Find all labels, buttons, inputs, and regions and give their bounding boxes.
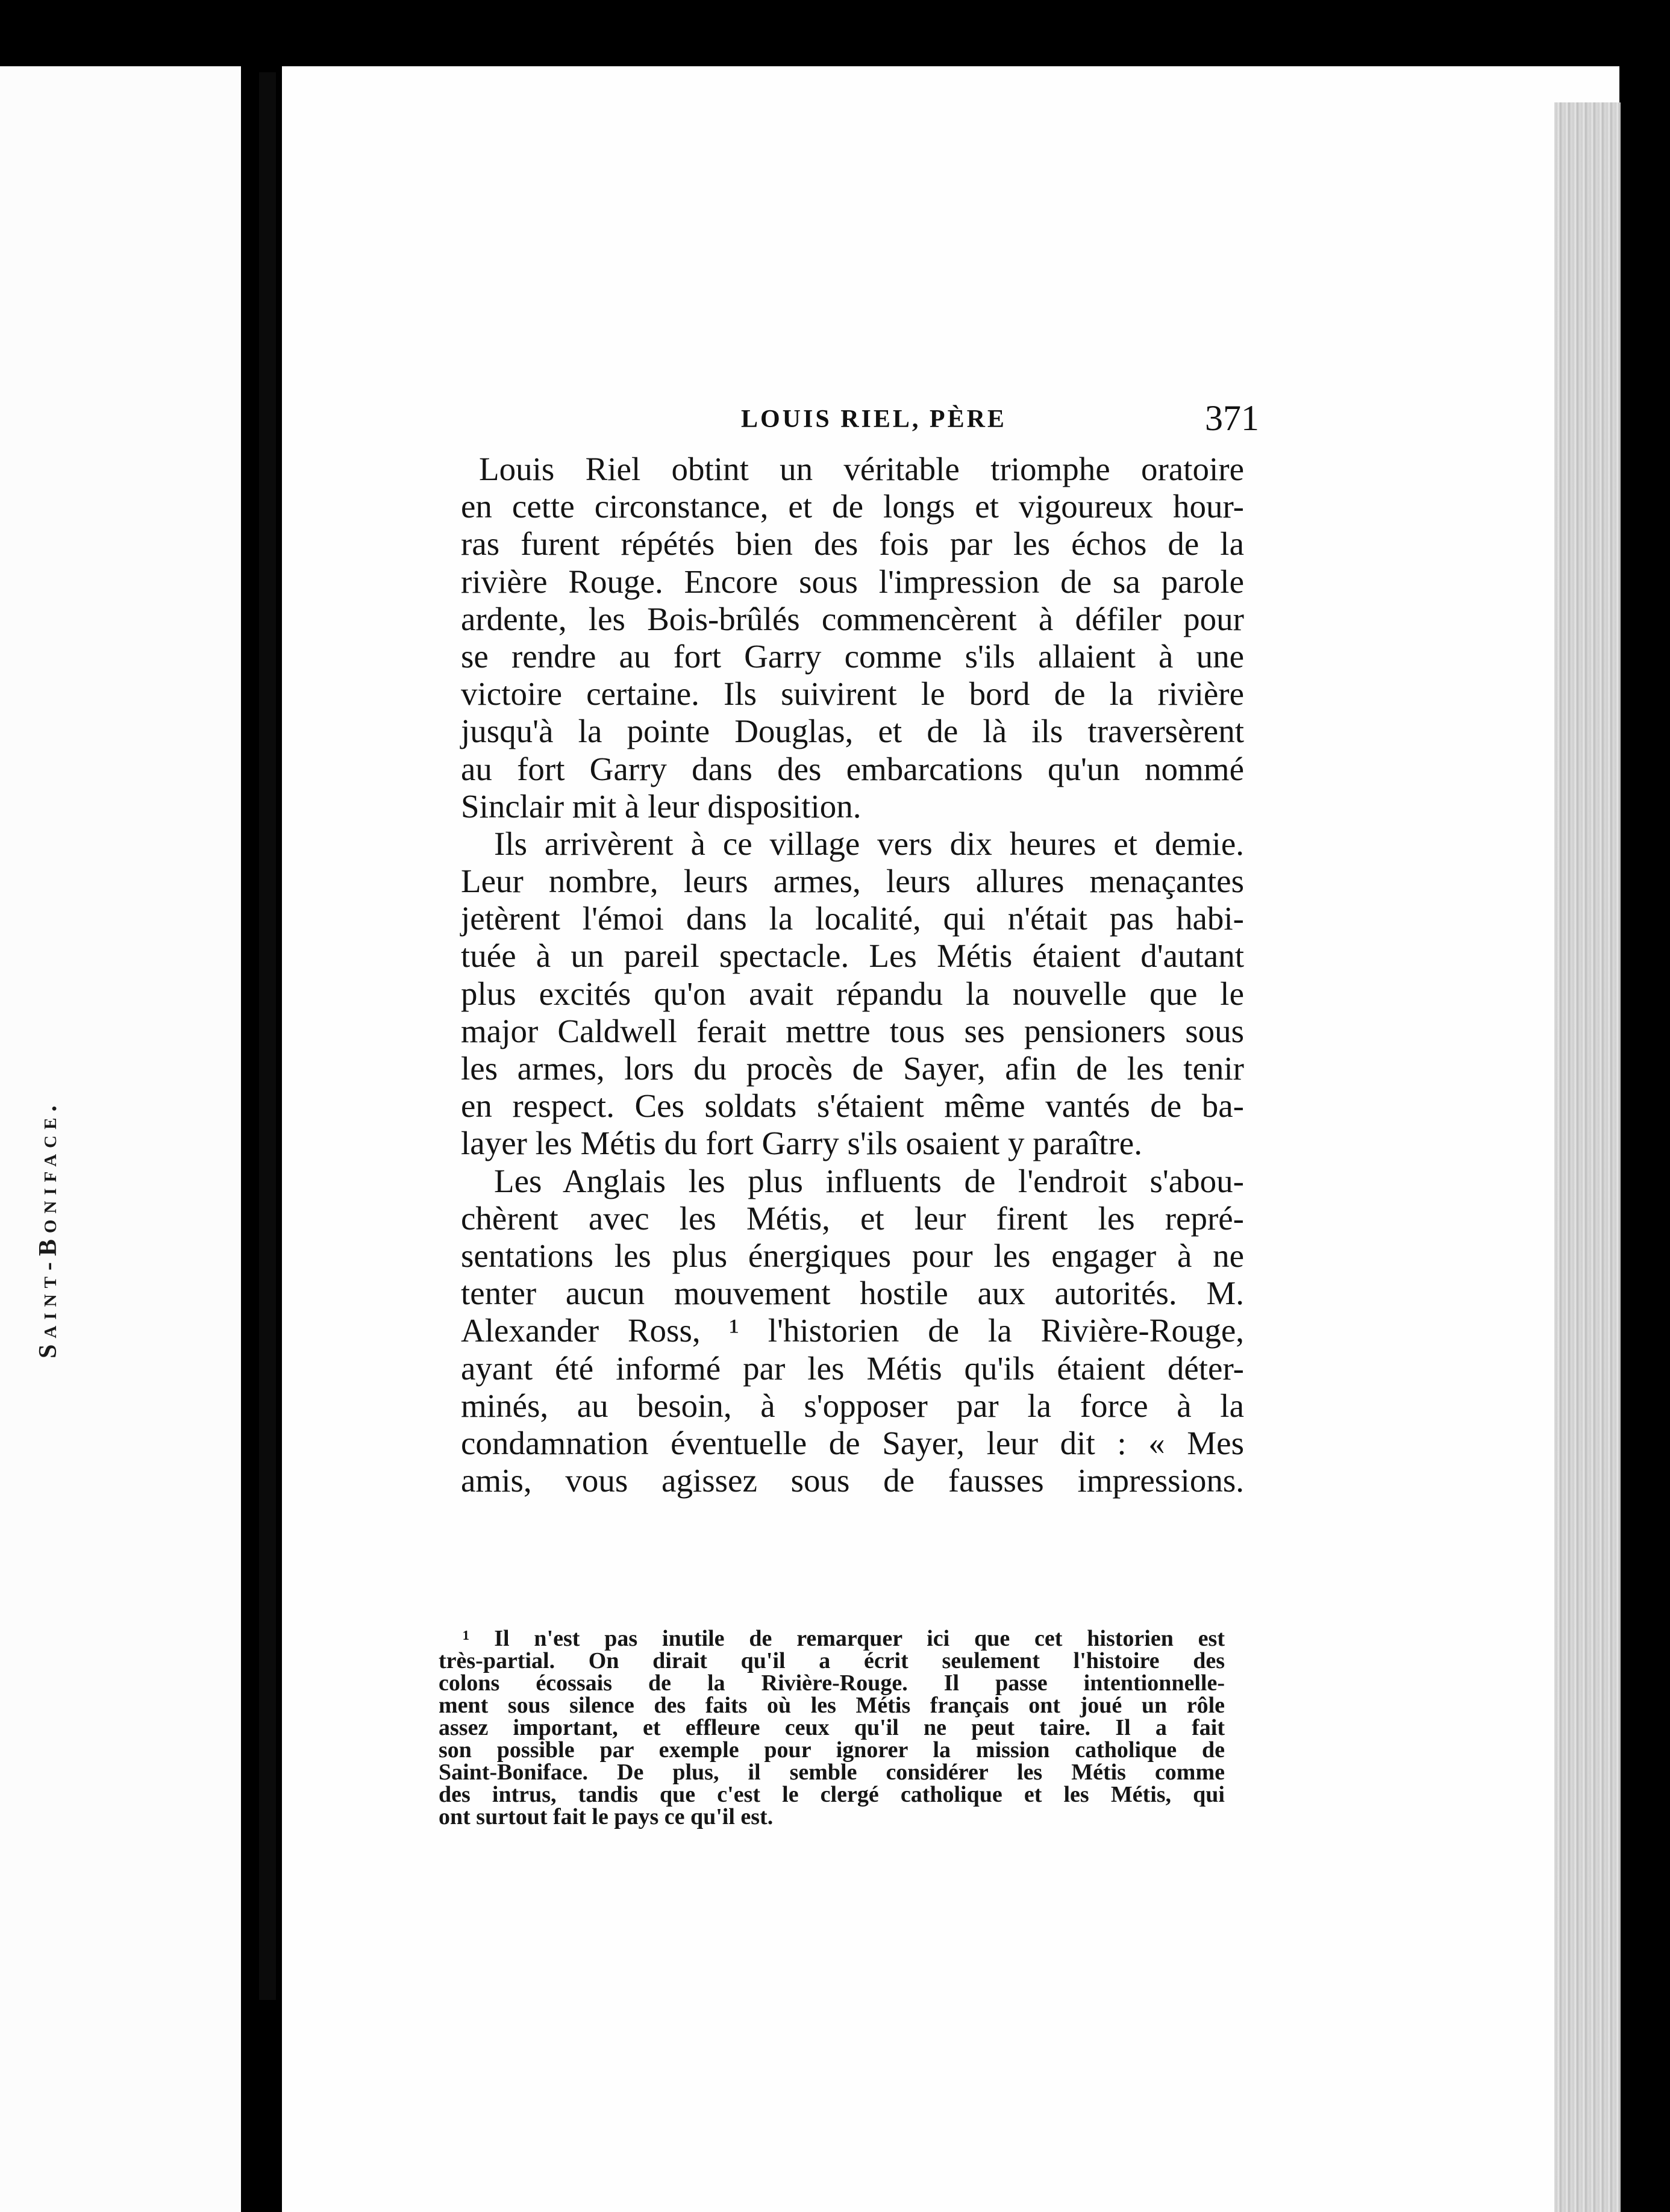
body-line: minés, au besoin, à s'opposer par la force à la [461, 1387, 1244, 1424]
footnote-line: ¹ Il n'est pas inutile de remarquer ici que cet historien est [463, 1626, 1225, 1651]
body-text [461, 451, 1244, 1499]
body-line: Leur nombre, leurs armes, leurs allures menaçantes [461, 863, 1244, 900]
body-line: tuée à un pareil spectacle. Les Métis étaient d'autant [461, 937, 1244, 975]
footnote-line: colons écossais de la Rivière-Rouge. Il passe intentionnelle- [439, 1670, 1225, 1696]
body-line: Sinclair mit à leur disposition. [461, 787, 862, 825]
body-line: major Caldwell ferait mettre tous ses pensioners sous [461, 1012, 1244, 1049]
footnote [439, 1628, 1225, 1828]
body-line: ardente, les Bois-brûlés commencèrent à défiler pour [461, 600, 1244, 637]
body-line: jusqu'à la pointe Douglas, et de là ils traversèrent [461, 713, 1244, 750]
running-title: LOUIS RIEL, PÈRE [741, 405, 1007, 433]
body-line: Alexander Ross, ¹ l'historien de la Rivière-Rouge, [461, 1312, 1244, 1349]
footnote-line: très-partial. On dirait qu'il a écrit seulement l'histoire des [439, 1648, 1225, 1673]
page-number: 371 [1205, 398, 1259, 438]
body-line: se rendre au fort Garry comme s'ils allaient à une [461, 637, 1244, 675]
body-line: en cette circonstance, et de longs et vigoureux hour- [461, 488, 1244, 525]
body-line: Louis Riel obtint un véritable triomphe oratoire [479, 451, 1244, 487]
footnote-line: son possible par exemple pour ignorer la mission catholique de [439, 1737, 1225, 1763]
body-line: plus excités qu'on avait répandu la nouvelle que le [461, 975, 1244, 1012]
footnote-line: assez important, et effleure ceux qu'il ne peut taire. Il a fait [439, 1715, 1225, 1740]
body-line: chèrent avec les Métis, et leur firent les repré- [461, 1199, 1244, 1237]
body-line: amis, vous agissez sous de fausses impressions. [461, 1462, 1244, 1499]
footnote-line: des intrus, tandis que c'est le clergé catholique et les Métis, qui [439, 1782, 1225, 1807]
body-line: layer les Métis du fort Garry s'ils osaient y paraître. [461, 1125, 1142, 1162]
body-line: victoire certaine. Ils suivirent le bord de la rivière [461, 675, 1244, 713]
body-line: les armes, lors du procès de Sayer, afin de les tenir [461, 1050, 1244, 1087]
footnote-line: ment sous silence des faits où les Métis français ont joué un rôle [439, 1693, 1225, 1718]
body-line: au fort Garry dans des embarcations qu'un nommé [461, 750, 1244, 787]
body-line: sentations les plus énergiques pour les engager à ne [461, 1237, 1244, 1274]
body-line: rivière Rouge. Encore sous l'impression de sa parole [461, 563, 1244, 600]
page-edges [1554, 102, 1621, 2212]
body-line: Les Anglais les plus influents de l'endroit s'abou- [494, 1162, 1244, 1199]
body-line: Ils arrivèrent à ce village vers dix heures et demie. [494, 825, 1244, 862]
body-line: condamnation éventuelle de Sayer, leur dit : « Mes [461, 1424, 1244, 1461]
left-page-edge [259, 72, 276, 2000]
running-header [741, 398, 1259, 446]
body-line: ayant été informé par les Métis qu'ils étaient déter- [461, 1349, 1244, 1387]
footnote-line: ont surtout fait le pays ce qu'il est. [439, 1804, 774, 1829]
body-line: ras furent répétés bien des fois par les échos de la [461, 525, 1244, 563]
footnote-line: Saint-Boniface. De plus, il semble considérer les Métis comme [439, 1760, 1225, 1785]
body-line: en respect. Ces soldats s'étaient même vantés de ba- [461, 1087, 1244, 1125]
body-line: jetèrent l'émoi dans la localité, qui n'était pas habi- [461, 900, 1244, 937]
spine-title: Saint-Boniface. [34, 1099, 62, 1358]
body-line: tenter aucun mouvement hostile aux autorités. M. [461, 1275, 1244, 1312]
